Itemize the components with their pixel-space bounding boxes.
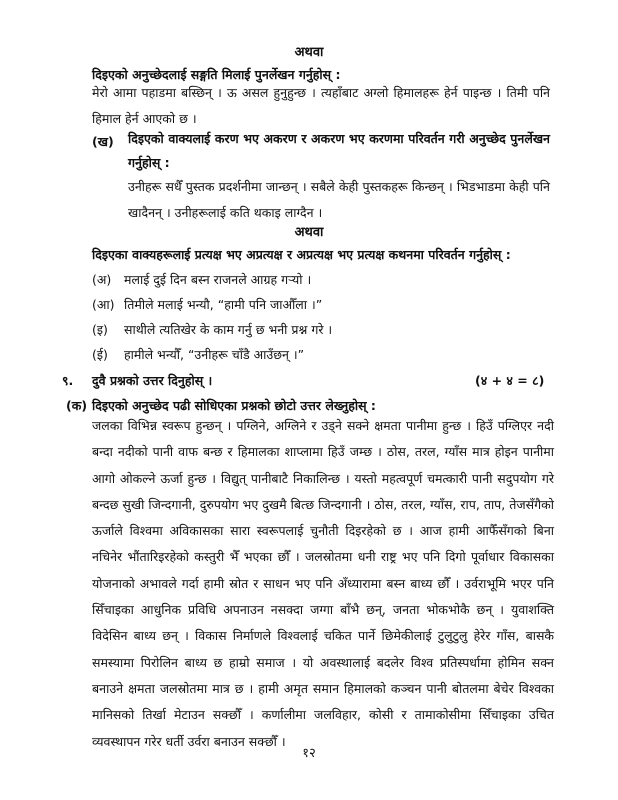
page-number: १२ bbox=[302, 746, 316, 761]
list-item-text: मलाई दुई दिन बस्न राजनले आग्रह गऱ्यो । bbox=[124, 272, 312, 287]
question-instruction: दुवै प्रश्नको उत्तर दिनुहोस् । bbox=[92, 373, 213, 388]
section-a-heading: अथवा bbox=[294, 45, 324, 60]
list-item-label: (आ) bbox=[92, 297, 115, 312]
section-kha-instruction: दिइएको वाक्यलाई करण भए अकरण र अकरण भए करणमा परिवर्तन गरी अनुच्छेद पुनर्लेखन गर्नुहोस् : bbox=[128, 131, 550, 170]
section-ka-label: (क) bbox=[66, 398, 88, 413]
list-item-label: (इ) bbox=[92, 322, 108, 337]
question-marks: (४ + ४ = ८) bbox=[475, 373, 545, 388]
list-item-text: साथीले त्यतिखेर के काम गर्नु छ भनी प्रश्न गरे । bbox=[124, 322, 333, 337]
list-item-text: तिमीले मलाई भन्यौ, “हामी पनि जाऔँला ।” bbox=[124, 297, 323, 312]
list-item-text: हामीले भन्यौँ, “उनीहरू चाँडै आउँछन् ।” bbox=[124, 347, 305, 362]
question-number: ९. bbox=[62, 373, 74, 388]
section-ka-paragraph: जलका विभिन्न स्वरूप हुन्छन् । पग्लिने, अग्लिने र उड्ने सक्ने क्षमता पानीमा हुन्छ । हिउँ पग्लिएर नदी बन्दा नदीको पानी वाफ बन्छ र हिमालका शाप्लामा हिउँ जम्छ । ठोस, तरल, ग्याँस मात्र होइन पानीमा आगो ओकल्ने ऊर्जा हुन्छ । विद्युत् पानीबाटै निकालिन्छ । यस्तो महत्वपूर्ण चमत्कारी पानी सदुपयोग गरे बन्दछ सुखी जिन्दगानी, दुरुपयोग भए दुखमै बित्छ जिन्दगानी । ठोस, तरल, ग्याँस, राप, ताप, तेजसँगैको ऊर्जाले विश्वमा अविकासका सारा स्वरूपलाई चुनौती दिइरहेको छ । आज हामी आफैँसँगको बिना नचिनेर भौंतारिइरहेको कस्तुरी भैँ भएका छौँ । जलस्रोतमा धनी राष्ट्र भए पनि दिगो पूर्वाधार विकासका योजनाको अभावले गर्दा हामी स्रोत र साधन भए पनि अँध्यारामा बस्न बाध्य छौँ । उर्वराभूमि भएर पनि सिँचाइका आधुनिक प्रविधि अपनाउन नसक्दा जग्गा बाँभै छन्, जनता भोकभोकै छन् । युवाशक्ति विदेसिन बाध्य छन् । विकास निर्माणले विश्वलाई चकित पार्ने छिमेकीलाई टुलुटुलु हेरेर गाँस, बासकै समस्यामा पिरोलिन बाध्य छ हाम्रो समाज । यो अवस्थालाई बदलेर विश्व प्रतिस्पर्धामा होमिन सक्न बनाउने क्षमता जलस्रोतमा मात्र छ । हामी अमृत समान हिमालको कञ्चन पानी बोतलमा बेचेर विश्वका मानिसको तिर्खा मेटाउन सक्छौँ । कर्णालीमा जलविहार, कोसी र तामाकोसीमा सिँचाइका उचित व्यवस्थापन गरेर धर्ती उर्वरा बनाउन सक्छौँ । bbox=[92, 418, 554, 749]
section-b-heading: अथवा bbox=[294, 225, 324, 240]
section-kha-label: (ख) bbox=[92, 134, 114, 149]
section-b-instruction: दिइएका वाक्यहरूलाई प्रत्यक्ष भए अप्रत्यक्ष र अप्रत्यक्ष भए प्रत्यक्ष कथनमा परिवर्तन गर्नुहोस् : bbox=[92, 247, 511, 262]
section-ka-instruction: दिइएको अनुच्छेद पढी सोधिएका प्रश्नको छोटो उत्तर लेख्नुहोस् : bbox=[92, 398, 376, 413]
list-item-label: (ई) bbox=[92, 347, 108, 362]
list-item-label: (अ) bbox=[92, 272, 112, 287]
section-kha-paragraph: उनीहरू सधैँ पुस्तक प्रदर्शनीमा जान्छन् । सबैले केही पुस्तकहरू किन्छन् । भिडभाडमा केही पनि खादैनन् । उनीहरूलाई कति थकाइ लाग्दैन । bbox=[128, 179, 550, 221]
section-a-paragraph: मेरो आमा पहाडमा बस्छिन् । ऊ असल हुनुहुन्छ । त्यहाँबाट अग्लो हिमालहरू हेर्न पाइन्छ । तिमी पनि हिमाल हेर्न आएको छ । bbox=[92, 85, 550, 127]
section-a-instruction: दिइएको अनुच्छेदलाई सङ्गति मिलाई पुनर्लेखन गर्नुहोस् : bbox=[92, 67, 341, 82]
